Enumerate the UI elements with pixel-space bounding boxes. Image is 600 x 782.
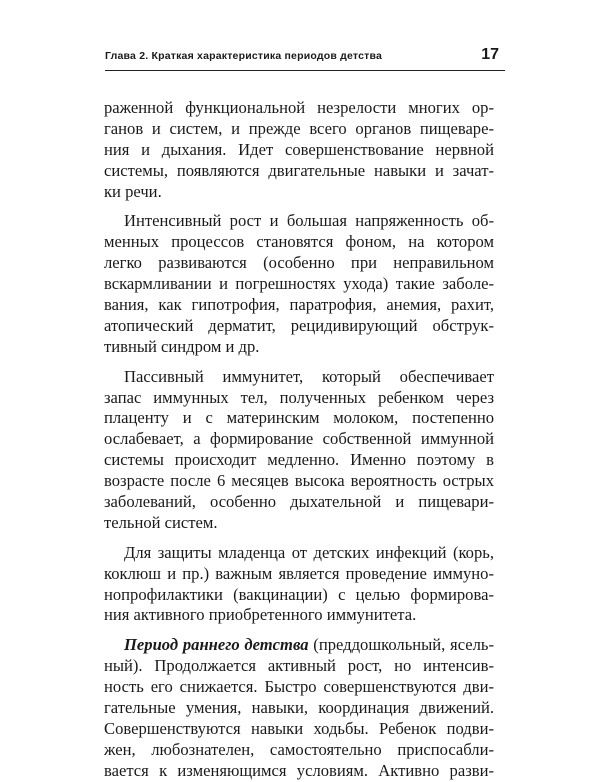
text-line: вается к изменяющимся условиям. Активно разви- [104,760,494,780]
text-line: легко развиваются (особенно при неправильном [104,253,494,273]
text-line: тивный синдром и др. [104,336,260,356]
text-line: ослабевает, а формирование собственной иммунной [104,429,494,449]
paragraph [104,367,494,534]
text-fragment: (преддошкольный, ясель- [308,635,494,655]
running-header [105,48,505,71]
text-line: гательные умения, навыки, координация движений. [104,698,494,718]
text-line: атопический дерматит, рецидивирующий обструк- [104,315,494,335]
text-line: плаценту и с материнским молоком, постепенно [104,408,494,428]
text-line [104,635,494,656]
chapter-title: Глава 2. Краткая характеристика периодов детства [105,50,383,62]
paragraph [104,98,494,202]
paragraph [104,543,494,627]
text-line: ганов и систем, и прежде всего органов пищеваре- [104,118,494,138]
text-line: ки речи. [104,181,162,201]
text-line: ния и дыхания. Идет совершенствование нервной [104,139,494,159]
paragraph [104,211,494,357]
text-line: возрасте после 6 месяцев высока вероятность острых [104,471,494,491]
text-body [104,98,494,782]
text-line: тельной систем. [104,512,218,532]
text-line: раженной функциональной незрелости многих ор- [104,98,494,117]
text-line: жен, любознателен, самостоятельно приспосабли- [104,739,494,759]
text-line: коклюш и пр.) важным является проведение иммуно- [104,563,494,583]
text-line: Пассивный иммунитет, который обеспечивает [124,366,494,386]
text-line: системы, появляются двигательные навыки и зачат- [104,160,494,180]
text-line: ность его снижается. Быстро совершенствуются дви- [104,677,494,697]
text-line: системы происходит медленно. Именно поэтому в [104,450,494,470]
text-line: менных процессов становятся фоном, на котором [104,232,494,252]
text-line: Для защиты младенца от детских инфекций (корь, [124,542,494,562]
section-term: Период раннего детства [124,635,309,655]
page-number: 17 [481,46,499,63]
text-line: нопрофилактики (вакцинации) с целью формирова- [104,584,494,604]
text-line: Совершенствуются навыки ходьбы. Ребенок подви- [104,718,494,738]
text-line: ный). Продолжается активный рост, но интенсив- [104,656,494,676]
paragraph [104,635,494,781]
text-line: ния активного приобретенного иммунитета. [104,605,417,625]
text-line: вания, как гипотрофия, паратрофия, анемия, рахит, [104,295,494,315]
text-line: Интенсивный рост и большая напряженность об- [124,211,494,231]
text-line: вскармливании и погрешностях ухода) такие заболе- [104,274,494,294]
text-line: запас иммунных тел, полученных ребенком через [104,387,494,407]
text-line: заболеваний, особенно дыхательной и пищевари- [104,492,494,512]
